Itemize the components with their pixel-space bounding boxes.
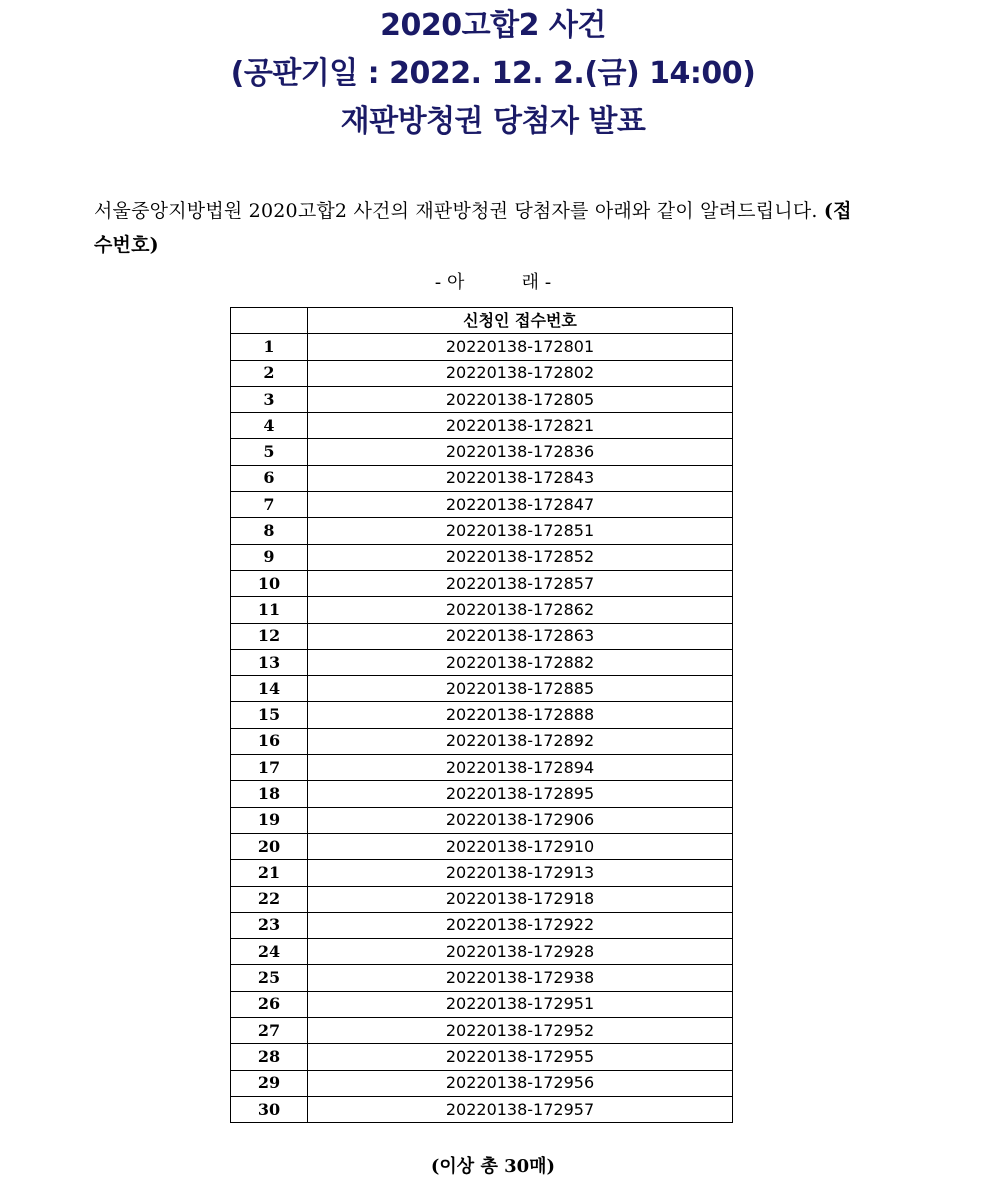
table-row: [231, 334, 733, 360]
table-row: [231, 991, 733, 1017]
row-number: 11: [231, 597, 308, 623]
receipt-number: 20220138-172882: [308, 649, 733, 675]
row-number: 20: [231, 833, 308, 859]
row-number: 14: [231, 676, 308, 702]
receipt-number: 20220138-172922: [308, 912, 733, 938]
row-number: 8: [231, 518, 308, 544]
receipt-number: 20220138-172938: [308, 965, 733, 991]
table-row: [231, 492, 733, 518]
receipt-number: 20220138-172857: [308, 570, 733, 596]
row-number: 4: [231, 413, 308, 439]
header-blank-cell: [231, 308, 308, 334]
table-row: [231, 702, 733, 728]
receipt-number: 20220138-172913: [308, 860, 733, 886]
table-header-row: [231, 308, 733, 334]
row-number: 2: [231, 360, 308, 386]
winners-table: [230, 307, 733, 1123]
receipt-number: 20220138-172863: [308, 623, 733, 649]
receipt-number: 20220138-172843: [308, 465, 733, 491]
total-count: (이상 총 30매): [430, 1156, 556, 1177]
receipt-number: 20220138-172885: [308, 676, 733, 702]
receipt-number: 20220138-172852: [308, 544, 733, 570]
table-row: [231, 1018, 733, 1044]
table-row: [231, 597, 733, 623]
table-row: [231, 939, 733, 965]
intro-bold-note: (접수번호): [94, 200, 852, 256]
receipt-number: 20220138-172894: [308, 755, 733, 781]
receipt-number: 20220138-172805: [308, 386, 733, 412]
receipt-number: 20220138-172847: [308, 492, 733, 518]
row-number: 17: [231, 755, 308, 781]
row-number: 29: [231, 1070, 308, 1096]
row-number: 24: [231, 939, 308, 965]
table-row: [231, 1070, 733, 1096]
intro-text: 서울중앙지방법원 2020고합2 사건의 재판방청권 당첨자를 아래와 같이 알려드립니다.: [94, 200, 824, 222]
receipt-number: 20220138-172957: [308, 1096, 733, 1122]
row-number: 23: [231, 912, 308, 938]
receipt-number: 20220138-172952: [308, 1018, 733, 1044]
receipt-number: 20220138-172862: [308, 597, 733, 623]
receipt-number: 20220138-172888: [308, 702, 733, 728]
table-row: [231, 623, 733, 649]
receipt-number: 20220138-172851: [308, 518, 733, 544]
table-row: [231, 781, 733, 807]
table-row: [231, 649, 733, 675]
row-number: 25: [231, 965, 308, 991]
table-row: [231, 676, 733, 702]
row-number: 9: [231, 544, 308, 570]
receipt-number: 20220138-172802: [308, 360, 733, 386]
table-row: [231, 439, 733, 465]
table-row: [231, 755, 733, 781]
row-number: 18: [231, 781, 308, 807]
below-heading: - 아 래 -: [434, 272, 552, 293]
table-row: [231, 886, 733, 912]
row-number: 16: [231, 728, 308, 754]
table-row: [231, 465, 733, 491]
receipt-number: 20220138-172801: [308, 334, 733, 360]
table-row: [231, 912, 733, 938]
table-row: [231, 860, 733, 886]
row-number: 10: [231, 570, 308, 596]
row-number: 3: [231, 386, 308, 412]
header-receipt-number: 신청인 접수번호: [308, 308, 733, 334]
table-row: [231, 544, 733, 570]
table-row: [231, 728, 733, 754]
table-row: [231, 413, 733, 439]
row-number: 6: [231, 465, 308, 491]
title-case: 2020고합2 사건: [380, 8, 606, 43]
row-number: 7: [231, 492, 308, 518]
row-number: 12: [231, 623, 308, 649]
table-row: [231, 1044, 733, 1070]
receipt-number: 20220138-172910: [308, 833, 733, 859]
row-number: 21: [231, 860, 308, 886]
table-row: [231, 833, 733, 859]
receipt-number: 20220138-172955: [308, 1044, 733, 1070]
row-number: 5: [231, 439, 308, 465]
row-number: 1: [231, 334, 308, 360]
receipt-number: 20220138-172906: [308, 807, 733, 833]
table-row: [231, 807, 733, 833]
table-row: [231, 965, 733, 991]
row-number: 13: [231, 649, 308, 675]
intro-paragraph: [94, 194, 854, 262]
receipt-number: 20220138-172956: [308, 1070, 733, 1096]
receipt-number: 20220138-172895: [308, 781, 733, 807]
title-announcement: 재판방청권 당첨자 발표: [340, 104, 646, 139]
receipt-number: 20220138-172918: [308, 886, 733, 912]
row-number: 27: [231, 1018, 308, 1044]
row-number: 30: [231, 1096, 308, 1122]
receipt-number: 20220138-172821: [308, 413, 733, 439]
row-number: 28: [231, 1044, 308, 1070]
row-number: 19: [231, 807, 308, 833]
title-hearing-date: (공판기일 : 2022. 12. 2.(금) 14:00): [230, 56, 756, 91]
table-row: [231, 386, 733, 412]
row-number: 26: [231, 991, 308, 1017]
table-row: [231, 518, 733, 544]
receipt-number: 20220138-172836: [308, 439, 733, 465]
table-row: [231, 360, 733, 386]
row-number: 22: [231, 886, 308, 912]
receipt-number: 20220138-172892: [308, 728, 733, 754]
table-row: [231, 1096, 733, 1122]
receipt-number: 20220138-172951: [308, 991, 733, 1017]
row-number: 15: [231, 702, 308, 728]
table-row: [231, 570, 733, 596]
receipt-number: 20220138-172928: [308, 939, 733, 965]
